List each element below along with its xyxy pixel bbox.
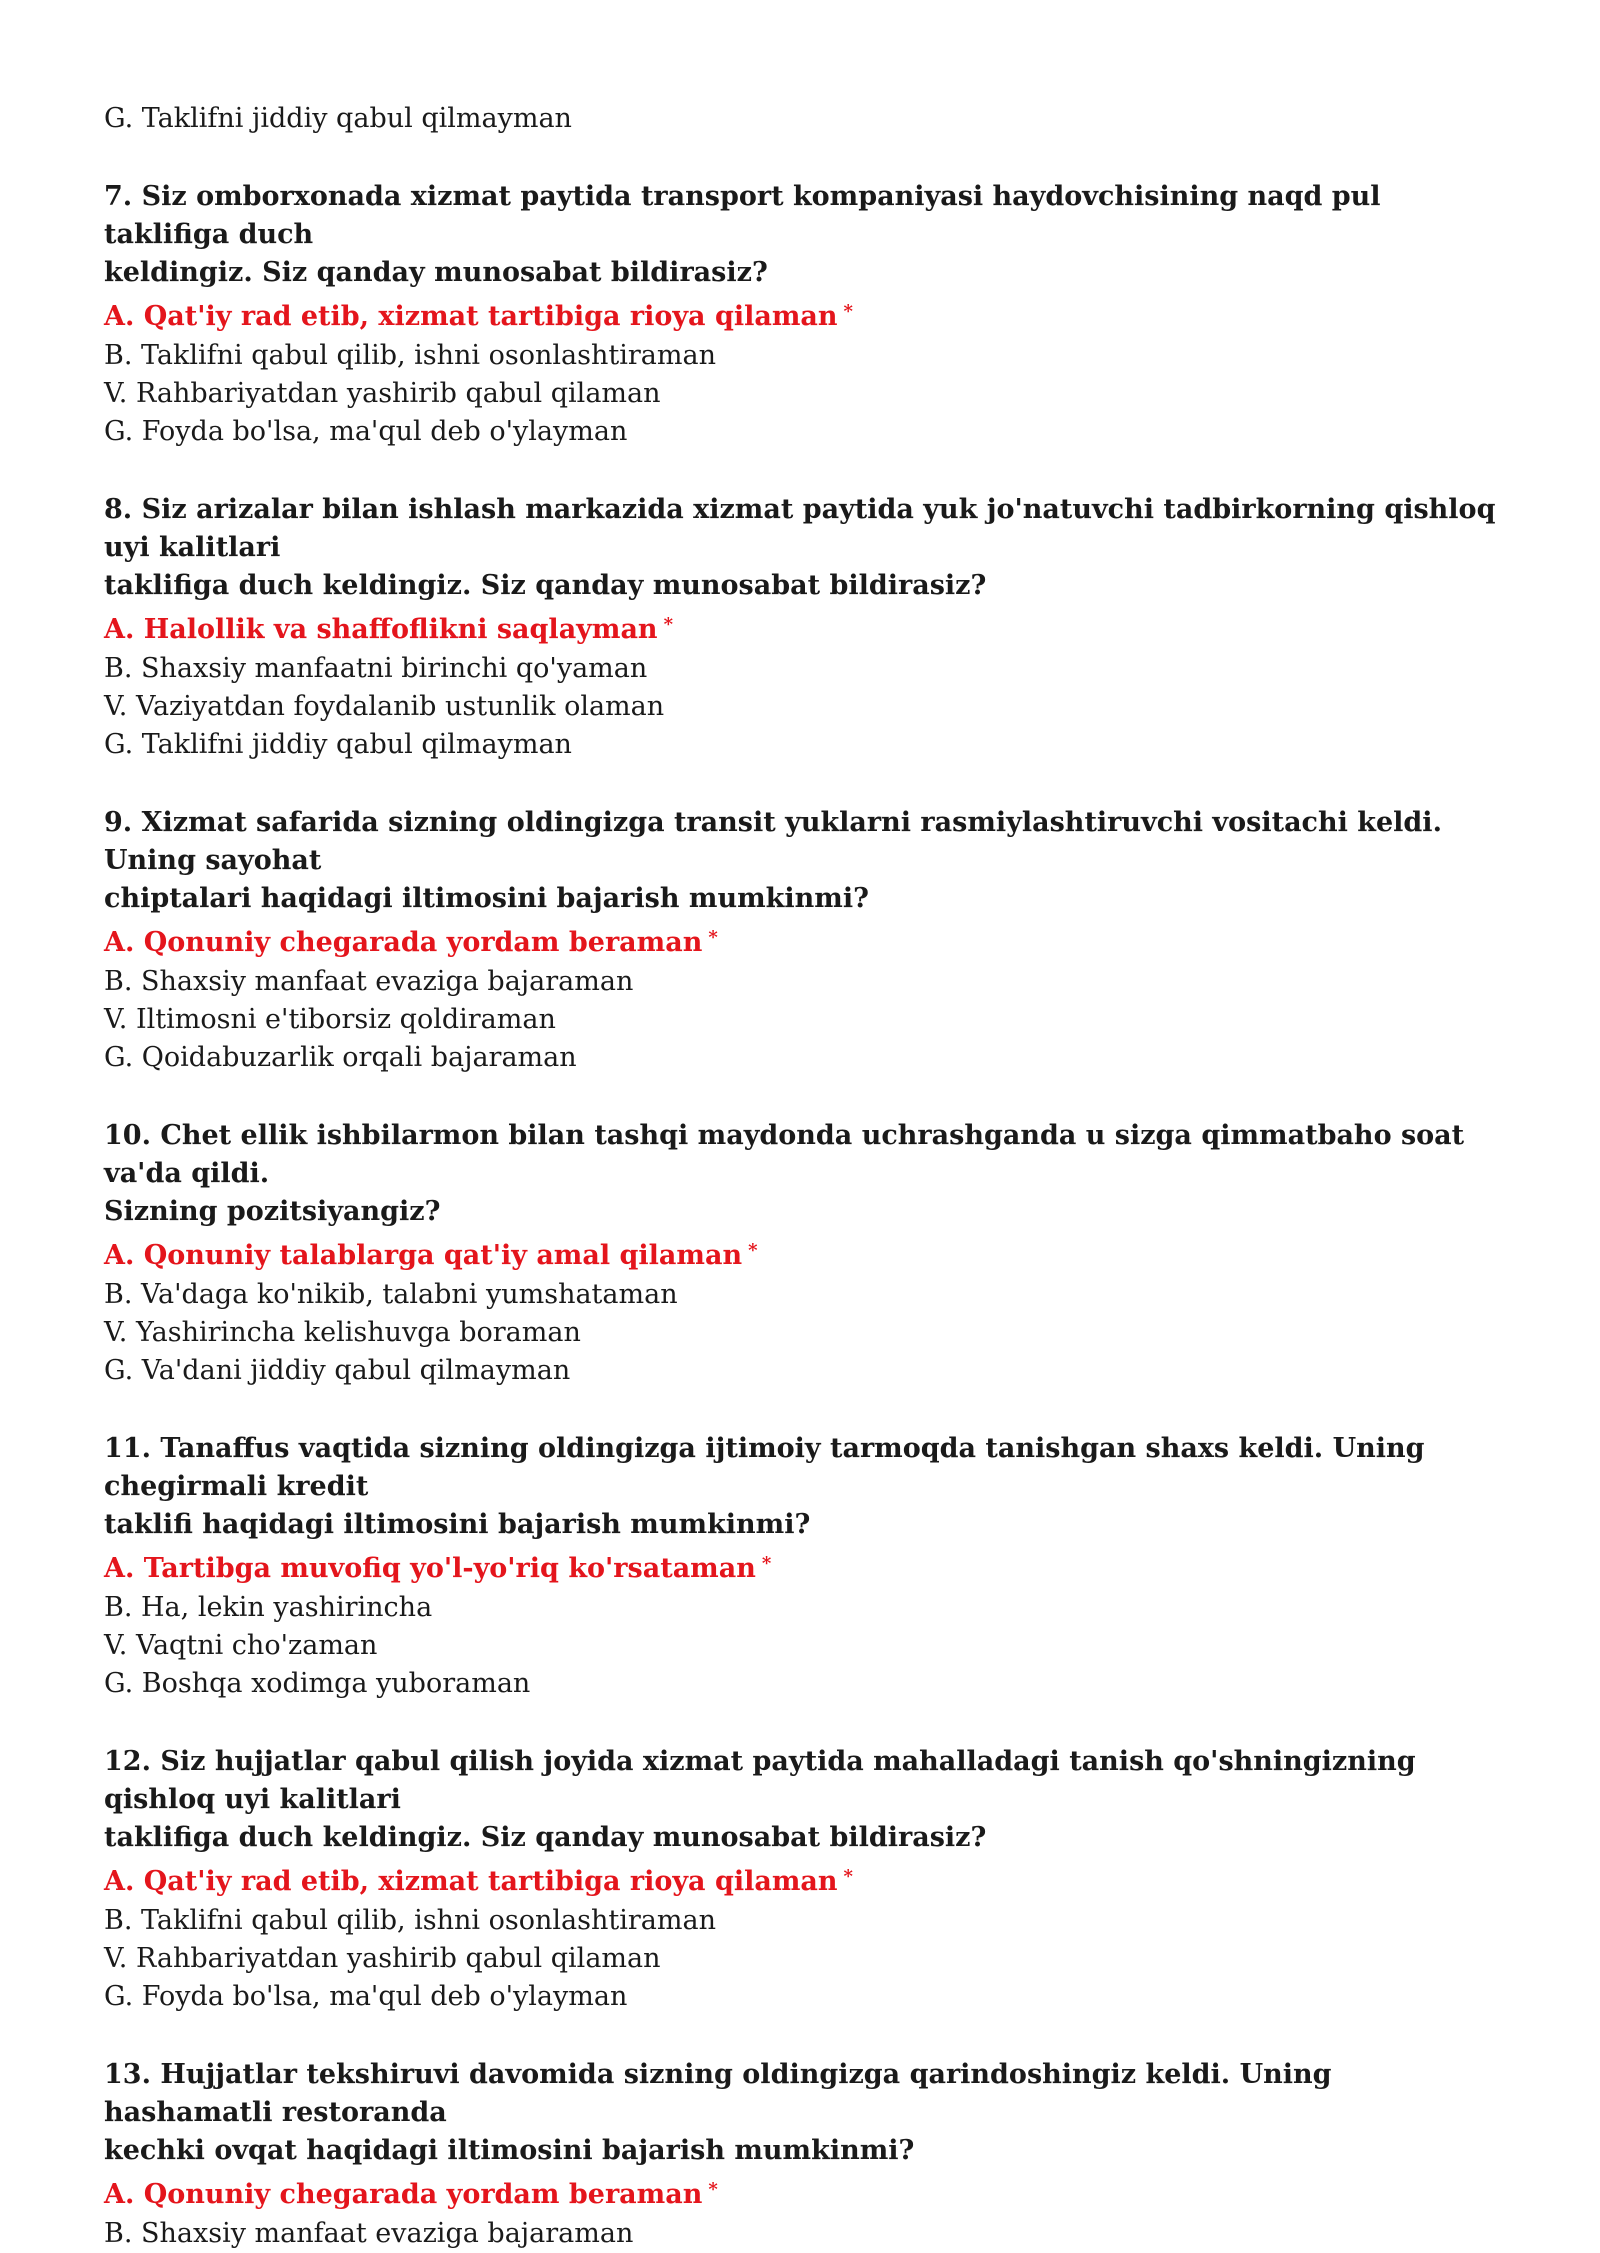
question-line: 7. Siz omborxonada xizmat paytida transport kompaniyasi haydovchisining naqd pul taklifiga duch [104, 181, 1381, 250]
question-line: taklifiga duch keldingiz. Siz qanday munosabat bildirasiz? [104, 1822, 987, 1853]
correct-answer [104, 605, 1504, 650]
question-text [104, 804, 1504, 918]
question-block [104, 1117, 1504, 1390]
correct-answer-text: A. Qat'iy rad etib, xizmat tartibiga rioya qilaman [104, 301, 838, 332]
question-line: kechki ovqat haqidagi iltimosini bajarish mumkinmi? [104, 2135, 915, 2166]
answer-option: B. Ha, lekin yashirincha [104, 1592, 433, 1623]
answer-option: B. Taklifni qabul qilib, ishni osonlashtiraman [104, 1905, 716, 1936]
correct-star-mark: * [748, 1240, 758, 1261]
correct-star-mark: * [843, 301, 853, 322]
correct-star-mark: * [843, 1866, 853, 1887]
correct-star-mark: * [708, 927, 718, 948]
question-block [104, 1743, 1504, 2016]
answer-option: G. Boshqa xodimga yuboraman [104, 1668, 531, 1699]
question-block [104, 2056, 1504, 2253]
intro-option: G. Taklifni jiddiy qabul qilmayman [104, 103, 572, 134]
quiz-page [104, 100, 1504, 2253]
answer-option: V. Vaziyatdan foydalanib ustunlik olaman [104, 691, 665, 722]
answer-option: B. Va'daga ko'nikib, talabni yumshataman [104, 1279, 678, 1310]
correct-star-mark: * [663, 614, 673, 635]
answer-option: G. Qoidabuzarlik orqali bajaraman [104, 1042, 577, 1073]
answer-option: V. Yashirincha kelishuvga boraman [104, 1317, 581, 1348]
correct-answer [104, 292, 1504, 337]
answer-option: V. Rahbariyatdan yashirib qabul qilaman [104, 378, 661, 409]
answer-option: V. Vaqtni cho'zaman [104, 1630, 378, 1661]
question-line: taklifiga duch keldingiz. Siz qanday munosabat bildirasiz? [104, 570, 987, 601]
answer-option: G. Foyda bo'lsa, ma'qul deb o'ylayman [104, 1981, 628, 2012]
correct-answer-text: A. Tartibga muvofiq yo'l-yo'riq ko'rsataman [104, 1553, 756, 1584]
question-block [104, 804, 1504, 1077]
correct-answer-text: A. Qonuniy chegarada yordam beraman [104, 2179, 703, 2210]
question-text [104, 2056, 1504, 2170]
question-line: chiptalari haqidagi iltimosini bajarish mumkinmi? [104, 883, 869, 914]
question-line: 13. Hujjatlar tekshiruvi davomida sizning oldingizga qarindoshingiz keldi. Uning hashamatli restoranda [104, 2059, 1332, 2128]
answer-option: V. Rahbariyatdan yashirib qabul qilaman [104, 1943, 661, 1974]
answer-option: G. Taklifni jiddiy qabul qilmayman [104, 729, 572, 760]
question-text [104, 1117, 1504, 1231]
question-block [104, 491, 1504, 764]
correct-star-mark: * [761, 1553, 772, 1574]
correct-answer [104, 1231, 1504, 1276]
correct-answer-text: A. Halollik va shaffoflikni saqlayman [104, 614, 658, 645]
correct-answer-text: A. Qonuniy chegarada yordam beraman [104, 927, 703, 958]
question-text [104, 491, 1504, 605]
answer-option: B. Shaxsiy manfaat evaziga bajaraman [104, 966, 634, 997]
answer-option: B. Shaxsiy manfaatni birinchi qo'yaman [104, 653, 648, 684]
correct-answer [104, 1544, 1504, 1589]
answer-option: B. Shaxsiy manfaat evaziga bajaraman [104, 2218, 634, 2249]
answer-option: B. Taklifni qabul qilib, ishni osonlashtiraman [104, 340, 716, 371]
question-text [104, 1430, 1504, 1544]
question-line: 10. Chet ellik ishbilarmon bilan tashqi maydonda uchrashganda u sizga qimmatbaho soat va'da qildi. [104, 1120, 1465, 1189]
question-line: 8. Siz arizalar bilan ishlash markazida xizmat paytida yuk jo'natuvchi tadbirkorning qishloq uyi kalitlari [104, 494, 1496, 563]
question-text [104, 1743, 1504, 1857]
correct-answer-text: A. Qat'iy rad etib, xizmat tartibiga rioya qilaman [104, 1866, 838, 1897]
correct-answer [104, 1857, 1504, 1902]
correct-star-mark: * [708, 2179, 718, 2200]
question-line: Sizning pozitsiyangiz? [104, 1196, 441, 1227]
answer-option: G. Va'dani jiddiy qabul qilmayman [104, 1355, 571, 1386]
answer-option: G. Foyda bo'lsa, ma'qul deb o'ylayman [104, 416, 628, 447]
correct-answer [104, 918, 1504, 963]
question-line: 11. Tanaffus vaqtida sizning oldingizga ijtimoiy tarmoqda tanishgan shaxs keldi. Uning chegirmali kredit [104, 1433, 1425, 1502]
question-line: 12. Siz hujjatlar qabul qilish joyida xizmat paytida mahalladagi tanish qo'shningizning qishloq uyi kalitlari [104, 1746, 1416, 1815]
correct-answer [104, 2170, 1504, 2215]
question-block [104, 178, 1504, 451]
question-text [104, 178, 1504, 292]
question-line: taklifi haqidagi iltimosini bajarish mumkinmi? [104, 1509, 811, 1540]
question-block [104, 1430, 1504, 1703]
correct-answer-text: A. Qonuniy talablarga qat'iy amal qilaman [104, 1240, 743, 1271]
question-line: keldingiz. Siz qanday munosabat bildirasiz? [104, 257, 768, 288]
answer-option: V. Iltimosni e'tiborsiz qoldiraman [104, 1004, 556, 1035]
question-line: 9. Xizmat safarida sizning oldingizga transit yuklarni rasmiylashtiruvchi vositachi keldi. Uning sayohat [104, 807, 1442, 876]
